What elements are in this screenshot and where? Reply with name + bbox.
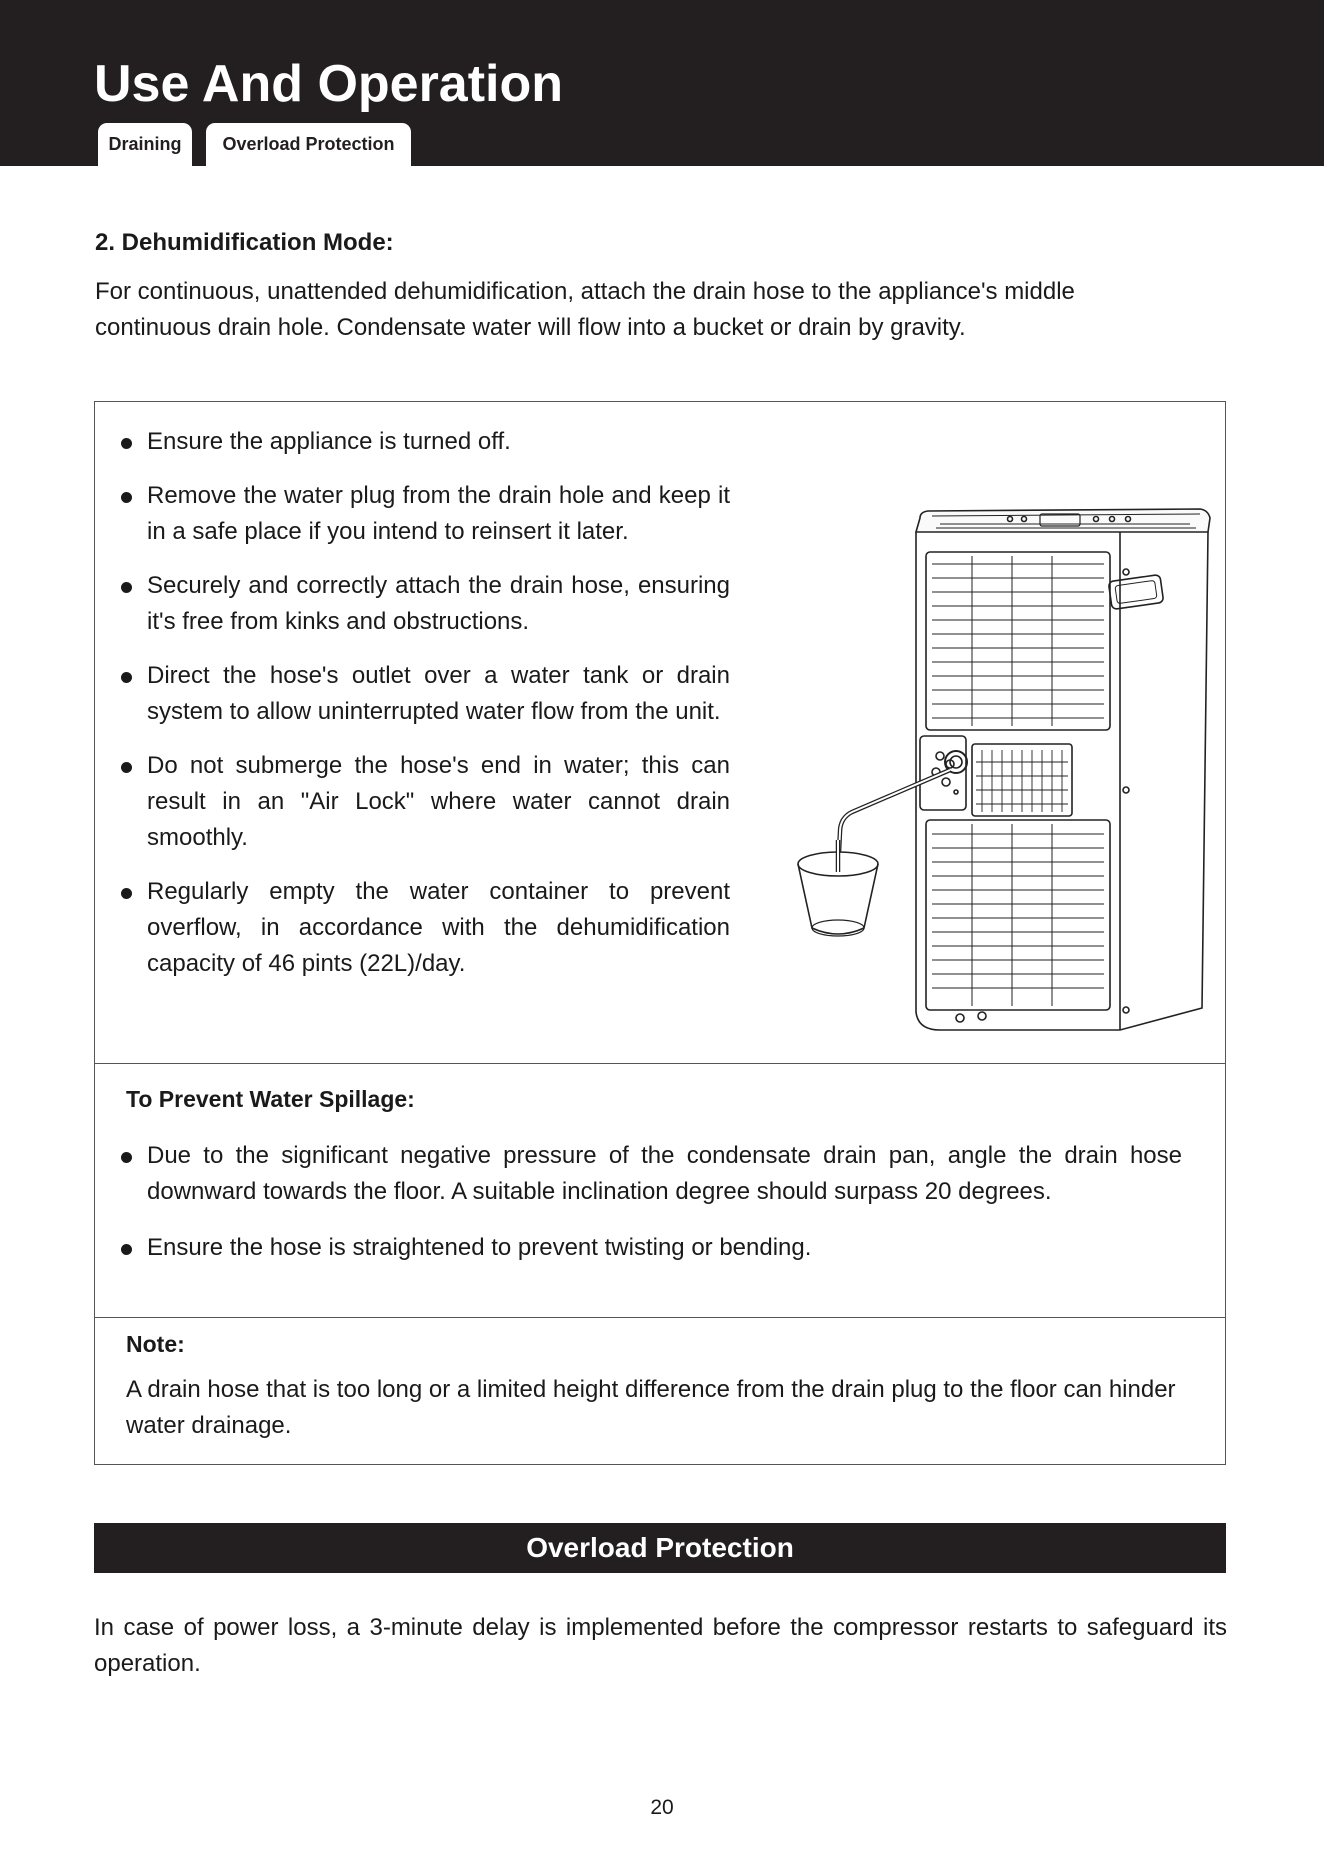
list-item: Direct the hose's outlet over a water tank or drain system to allow uninterrupted water flow from the unit. xyxy=(94,658,730,730)
dehumidification-heading: 2. Dehumidification Mode: xyxy=(95,229,394,256)
list-item: Due to the significant negative pressure of the condensate drain pan, angle the drain hose downward towards the floor. A suitable inclination degree should surpass 20 degrees. xyxy=(94,1138,1182,1210)
spillage-heading: To Prevent Water Spillage: xyxy=(126,1086,415,1112)
list-item: Ensure the appliance is turned off. xyxy=(94,424,730,460)
list-item: Do not submerge the hose's end in water; this can result in an "Air Lock" where water cannot drain smoothly. xyxy=(94,748,730,856)
air-conditioner-illustration xyxy=(760,500,1220,1040)
list-item: Ensure the hose is straightened to prevent twisting or bending. xyxy=(94,1230,1182,1266)
dehumidification-line-1: For continuous, unattended dehumidification, attach the drain hose to the appliance's middle xyxy=(95,278,1075,305)
dehumidification-line-2: continuous drain hole. Condensate water will flow into a bucket or drain by gravity. xyxy=(95,314,966,341)
page-title: Use And Operation xyxy=(94,55,564,113)
spillage-list xyxy=(94,1138,1182,1266)
note-text: A drain hose that is too long or a limited height difference from the drain plug to the floor can hinder water drainage. xyxy=(126,1376,1176,1439)
overload-protection-text: In case of power loss, a 3-minute delay is implemented before the compressor restarts to safeguard its operation. xyxy=(94,1614,1227,1677)
overload-protection-banner: Overload Protection xyxy=(94,1523,1226,1573)
tab-draining[interactable]: Draining xyxy=(98,123,192,166)
page-number: 20 xyxy=(650,1796,674,1819)
tab-overload-protection[interactable]: Overload Protection xyxy=(206,123,411,166)
box-divider xyxy=(94,1317,1226,1318)
list-item: Regularly empty the water container to prevent overflow, in accordance with the dehumidification capacity of 46 pints (22L)/day. xyxy=(94,874,730,982)
list-item: Remove the water plug from the drain hole and keep it in a safe place if you intend to reinsert it later. xyxy=(94,478,730,550)
dehumidification-text xyxy=(95,274,1228,346)
page-header xyxy=(0,0,1324,166)
box-divider xyxy=(94,1063,1226,1064)
list-item: Securely and correctly attach the drain hose, ensuring it's free from kinks and obstructions. xyxy=(94,568,730,640)
drain-steps-list xyxy=(94,424,730,982)
note-heading: Note: xyxy=(126,1331,185,1357)
